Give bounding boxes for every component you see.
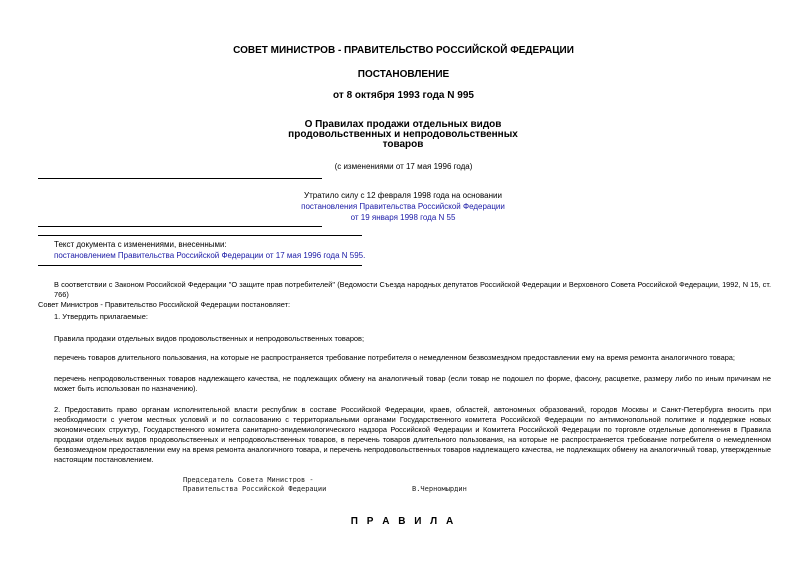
edition-note bbox=[54, 239, 365, 261]
divider bbox=[38, 178, 322, 179]
item-2 bbox=[38, 405, 771, 465]
changes-note: (с изменениями от 17 мая 1996 года) bbox=[334, 162, 473, 171]
item-1 bbox=[38, 312, 771, 322]
title-line: товаров bbox=[382, 139, 424, 150]
signature-position bbox=[183, 476, 326, 494]
lost-force-link-date[interactable]: от 19 января 1998 года N 55 bbox=[350, 213, 456, 222]
item-1b-text: перечень товаров длительного пользования, на которые не распространяется требование потребителя о немедленном безвозмездном предоставлении ему на время ремонта аналогичного товара; bbox=[54, 353, 735, 362]
divider bbox=[38, 265, 362, 266]
preamble-text: В соответствии с Законом Российской Федерации "О защите прав потребителей" (Ведомости Съезда народных депутатов Российской Федерации и Верховного Совета Российской Федерации, 1992, N 15, ст. 766) bbox=[54, 280, 771, 299]
edition-note-text: Текст документа с изменениями, внесенными: bbox=[54, 240, 227, 249]
lost-force-text: Утратило силу с 12 февраля 1998 года на основании bbox=[304, 191, 502, 200]
edition-note-link[interactable]: постановлением Правительства Российской Федерации от 17 мая 1996 года N 595. bbox=[54, 251, 366, 260]
date-number-heading: от 8 октября 1993 года N 995 bbox=[333, 90, 474, 101]
item-1-text: 1. Утвердить прилагаемые: bbox=[54, 312, 148, 321]
authority-heading: СОВЕТ МИНИСТРОВ - ПРАВИТЕЛЬСТВО РОССИЙСКОЙ ФЕДЕРАЦИИ bbox=[233, 45, 574, 56]
item-1a-text: Правила продажи отдельных видов продовольственных и непродовольственных товаров; bbox=[54, 334, 365, 343]
annex-heading: П Р А В И Л А bbox=[350, 516, 457, 527]
divider bbox=[38, 226, 322, 227]
document-type-heading: ПОСТАНОВЛЕНИЕ bbox=[357, 69, 450, 80]
signature-name: В.Черномырдин bbox=[412, 485, 467, 493]
preamble bbox=[38, 280, 771, 310]
item-2-text: 2. Предоставить право органам исполнительной власти республик в составе Российской Федерации, краев, областей, автономных образований, городов Москвы и Санкт-Петербурга вносить при необходимости с учетом местных условий и по согласованию с территориальными органами Государственного комитета Российской Федерации по антимонопольной политике и поддержке новых экономических структур, Государственного комитета санитарно-эпидемиологического надзора Российской Федерации и Комитета Российской Федерации по торговле отдельные дополнения в Правила продажи отдельных видов продовольственных и непродовольственных товаров, в перечень товаров длительного пользования, на которые не распространяется требование потребителя о немедленном безвозмездном предоставлении ему на время ремонта аналогичного товара, и перечень непродовольственных товаров надлежащего качества, не подлежащих обмену на аналогичный товар, утвержденные настоящим постановлением. bbox=[54, 405, 771, 464]
document-title bbox=[253, 120, 553, 150]
signature-position-line: Председатель Совета Министров - bbox=[183, 476, 314, 484]
signature-position-line: Правительства Российской Федерации bbox=[183, 485, 327, 493]
item-1c bbox=[38, 374, 771, 394]
divider bbox=[38, 235, 362, 236]
item-1c-text: перечень непродовольственных товаров надлежащего качества, не подлежащих обмену на аналогичный товар (если товар не подошел по форме, фасону, расцветке, размеру либо по иным причинам не может быть использован по назначению). bbox=[54, 374, 771, 393]
title-line: О Правилах продажи отдельных видов bbox=[304, 119, 502, 130]
item-1b bbox=[38, 353, 771, 363]
title-line: продовольственных и непродовольственных bbox=[288, 129, 518, 140]
lost-force-link[interactable]: постановления Правительства Российской Федерации bbox=[301, 202, 505, 211]
item-1a bbox=[38, 334, 771, 344]
preamble-resolution: Совет Министров - Правительство Российской Федерации постановляет: bbox=[38, 300, 291, 309]
lost-force-note bbox=[253, 190, 553, 223]
